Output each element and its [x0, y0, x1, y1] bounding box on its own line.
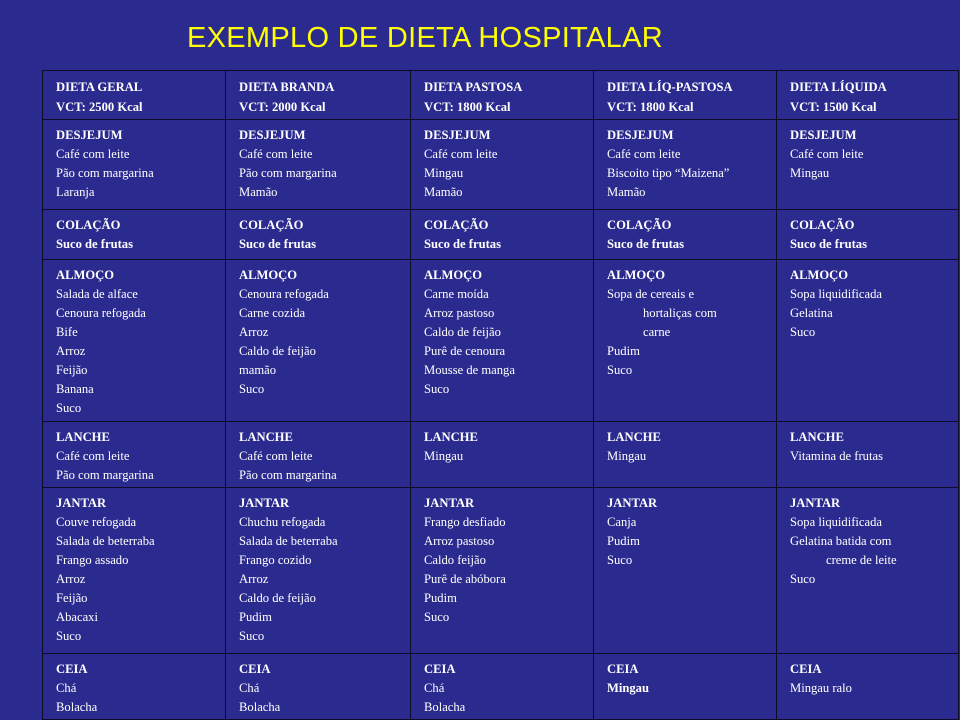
meal-item: Caldo de feijão: [239, 344, 316, 358]
meal-cell: [43, 422, 226, 488]
meal-item: Mamão: [607, 185, 646, 199]
meal-cell: [411, 422, 594, 488]
diet-vct: VCT: 1800 Kcal: [607, 99, 694, 114]
meal-item: Sopa de cereais e: [607, 287, 695, 301]
meal-title: ALMOÇO: [790, 268, 849, 282]
meal-cell: [777, 422, 959, 488]
meal-item: Frango cozido: [239, 553, 312, 567]
meal-item: Café com leite: [424, 147, 498, 161]
meal-cell: [43, 654, 226, 720]
meal-item: Feijão: [56, 591, 88, 605]
meal-item: Caldo feijão: [424, 553, 486, 567]
meal-title: ALMOÇO: [607, 268, 666, 282]
meal-item: Pão com margarina: [239, 468, 337, 482]
meal-item: Carne moída: [424, 287, 489, 301]
meal-item: Salada de alface: [56, 287, 138, 301]
meal-item: Arroz pastoso: [424, 534, 495, 548]
meal-item: Café com leite: [56, 449, 130, 463]
header-cell: [777, 71, 959, 120]
meal-item: Purê de cenoura: [424, 344, 506, 358]
meal-title: JANTAR: [790, 496, 841, 510]
meal-item: Arroz: [239, 325, 269, 339]
header-row: [43, 71, 959, 120]
meal-item: Mingau: [424, 449, 464, 463]
meal-cell: [43, 120, 226, 210]
meal-item: mamão: [239, 363, 277, 377]
meal-item: Suco de frutas: [424, 237, 501, 251]
diet-name: DIETA BRANDA: [239, 80, 335, 94]
meal-row-colacao: [43, 210, 959, 260]
page-title: EXEMPLO DE DIETA HOSPITALAR: [187, 22, 663, 54]
meal-item: Mingau: [607, 681, 649, 695]
meal-cell: [777, 488, 959, 654]
meal-item: hortaliças com: [643, 306, 717, 320]
meal-cell: [411, 488, 594, 654]
diet-name: DIETA GERAL: [56, 80, 143, 94]
meal-item: Chá: [56, 681, 77, 695]
meal-item: Bolacha: [56, 700, 98, 714]
meal-title: JANTAR: [56, 496, 107, 510]
header-cell: [594, 71, 777, 120]
meal-title: LANCHE: [790, 430, 844, 444]
meal-cell: [594, 422, 777, 488]
meal-title: JANTAR: [607, 496, 658, 510]
meal-cell: [226, 210, 411, 260]
meal-item: Gelatina: [790, 306, 833, 320]
meal-item: Sopa liquidificada: [790, 515, 882, 529]
meal-title: LANCHE: [424, 430, 478, 444]
meal-item: Arroz pastoso: [424, 306, 495, 320]
header-cell: [411, 71, 594, 120]
meal-title: CEIA: [790, 662, 822, 676]
meal-item: Mamão: [239, 185, 278, 199]
meal-item: Suco de frutas: [56, 237, 133, 251]
meal-item: Pudim: [607, 344, 640, 358]
meal-cell: [777, 210, 959, 260]
meal-item: Café com leite: [790, 147, 864, 161]
meal-title: CEIA: [607, 662, 639, 676]
meal-item: Arroz: [56, 572, 86, 586]
meal-item: Feijão: [56, 363, 88, 377]
meal-cell: [43, 210, 226, 260]
meal-item: Mamão: [424, 185, 463, 199]
meal-item: Bife: [56, 325, 78, 339]
meal-item: Bolacha: [239, 700, 281, 714]
meal-item: Mingau: [424, 166, 464, 180]
meal-item: Pudim: [424, 591, 457, 605]
meal-item: Cenoura refogada: [239, 287, 329, 301]
meal-item: Mousse de manga: [424, 363, 515, 377]
meal-cell: [411, 210, 594, 260]
meal-title: CEIA: [56, 662, 88, 676]
meal-item: Chuchu refogada: [239, 515, 326, 529]
meal-item: Frango assado: [56, 553, 129, 567]
meal-rows: [43, 120, 959, 720]
meal-title: DESJEJUM: [607, 128, 674, 142]
meal-cell: [777, 260, 959, 422]
meal-cell: [226, 488, 411, 654]
meal-item: Suco: [607, 363, 633, 377]
meal-item: Vitamina de frutas: [790, 449, 883, 463]
meal-item: Suco: [424, 382, 450, 396]
meal-item: Pão com margarina: [56, 468, 154, 482]
meal-item: Cenoura refogada: [56, 306, 146, 320]
meal-item: creme de leite: [826, 553, 897, 567]
meal-item: Salada de beterraba: [239, 534, 338, 548]
diet-name: DIETA LÍQ-PASTOSA: [607, 80, 733, 94]
diet-table: [42, 70, 959, 720]
meal-item: Caldo de feijão: [424, 325, 501, 339]
meal-title: ALMOÇO: [56, 268, 115, 282]
meal-row-almoco: [43, 260, 959, 422]
meal-cell: [777, 120, 959, 210]
meal-item: Café com leite: [239, 147, 313, 161]
meal-item: Laranja: [56, 185, 95, 199]
meal-cell: [226, 120, 411, 210]
meal-title: LANCHE: [607, 430, 661, 444]
header-cell: [226, 71, 411, 120]
diet-vct: VCT: 1800 Kcal: [424, 99, 511, 114]
meal-row-jantar: [43, 488, 959, 654]
meal-title: DESJEJUM: [239, 128, 306, 142]
meal-row-ceia: [43, 654, 959, 720]
meal-title: COLAÇÃO: [607, 218, 672, 232]
diet-name: DIETA PASTOSA: [424, 80, 523, 94]
meal-item: Arroz: [239, 572, 269, 586]
meal-item: Banana: [56, 382, 94, 396]
meal-item: Mingau ralo: [790, 681, 852, 695]
meal-cell: [411, 654, 594, 720]
meal-item: Suco: [239, 382, 265, 396]
meal-cell: [226, 422, 411, 488]
meal-title: JANTAR: [239, 496, 290, 510]
meal-item: Chá: [239, 681, 260, 695]
meal-title: JANTAR: [424, 496, 475, 510]
meal-item: Salada de beterraba: [56, 534, 155, 548]
meal-cell: [226, 260, 411, 422]
meal-item: Couve refogada: [56, 515, 137, 529]
meal-item: Frango desfiado: [424, 515, 506, 529]
meal-item: Suco: [56, 401, 82, 415]
meal-cell: [411, 120, 594, 210]
meal-title: COLAÇÃO: [424, 218, 489, 232]
meal-item: Suco: [607, 553, 633, 567]
meal-cell: [594, 120, 777, 210]
meal-cell: [594, 210, 777, 260]
meal-item: Mingau: [790, 166, 830, 180]
meal-cell: [226, 654, 411, 720]
meal-title: ALMOÇO: [239, 268, 298, 282]
meal-title: DESJEJUM: [424, 128, 491, 142]
meal-item: Purê de abóbora: [424, 572, 506, 586]
meal-item: Suco de frutas: [239, 237, 316, 251]
meal-item: carne: [643, 325, 671, 339]
meal-title: COLAÇÃO: [790, 218, 855, 232]
meal-cell: [594, 488, 777, 654]
meal-cell: [777, 654, 959, 720]
meal-item: Suco: [56, 629, 82, 643]
meal-title: LANCHE: [239, 430, 293, 444]
meal-item: Suco: [790, 572, 816, 586]
meal-cell: [594, 654, 777, 720]
meal-item: Mingau: [607, 449, 647, 463]
meal-item: Café com leite: [239, 449, 313, 463]
meal-item: Suco de frutas: [790, 237, 867, 251]
meal-title: ALMOÇO: [424, 268, 483, 282]
meal-item: Biscoito tipo “Maizena”: [607, 166, 730, 180]
meal-title: CEIA: [424, 662, 456, 676]
meal-item: Suco: [424, 610, 450, 624]
meal-item: Canja: [607, 515, 637, 529]
meal-row-lanche: [43, 422, 959, 488]
meal-item: Pão com margarina: [239, 166, 337, 180]
meal-title: CEIA: [239, 662, 271, 676]
meal-item: Arroz: [56, 344, 86, 358]
diet-name: DIETA LÍQUIDA: [790, 80, 887, 94]
diet-vct: VCT: 1500 Kcal: [790, 99, 877, 114]
diet-vct: VCT: 2500 Kcal: [56, 99, 143, 114]
meal-item: Suco: [239, 629, 265, 643]
meal-item: Café com leite: [607, 147, 681, 161]
meal-item: Chá: [424, 681, 445, 695]
meal-item: Café com leite: [56, 147, 130, 161]
meal-title: DESJEJUM: [56, 128, 123, 142]
meal-title: COLAÇÃO: [239, 218, 304, 232]
meal-cell: [43, 260, 226, 422]
meal-item: Carne cozida: [239, 306, 306, 320]
meal-row-desjejum: [43, 120, 959, 210]
meal-title: COLAÇÃO: [56, 218, 121, 232]
meal-title: DESJEJUM: [790, 128, 857, 142]
meal-item: Suco: [790, 325, 816, 339]
meal-item: Bolacha: [424, 700, 466, 714]
meal-item: Pão com margarina: [56, 166, 154, 180]
meal-item: Pudim: [607, 534, 640, 548]
meal-item: Pudim: [239, 610, 272, 624]
meal-item: Abacaxi: [56, 610, 98, 624]
meal-item: Gelatina batida com: [790, 534, 892, 548]
meal-title: LANCHE: [56, 430, 110, 444]
meal-item: Sopa liquidificada: [790, 287, 882, 301]
header-cell: [43, 71, 226, 120]
diet-vct: VCT: 2000 Kcal: [239, 99, 326, 114]
meal-cell: [411, 260, 594, 422]
meal-item: Suco de frutas: [607, 237, 684, 251]
meal-cell: [43, 488, 226, 654]
meal-item: Caldo de feijão: [239, 591, 316, 605]
meal-cell: [594, 260, 777, 422]
